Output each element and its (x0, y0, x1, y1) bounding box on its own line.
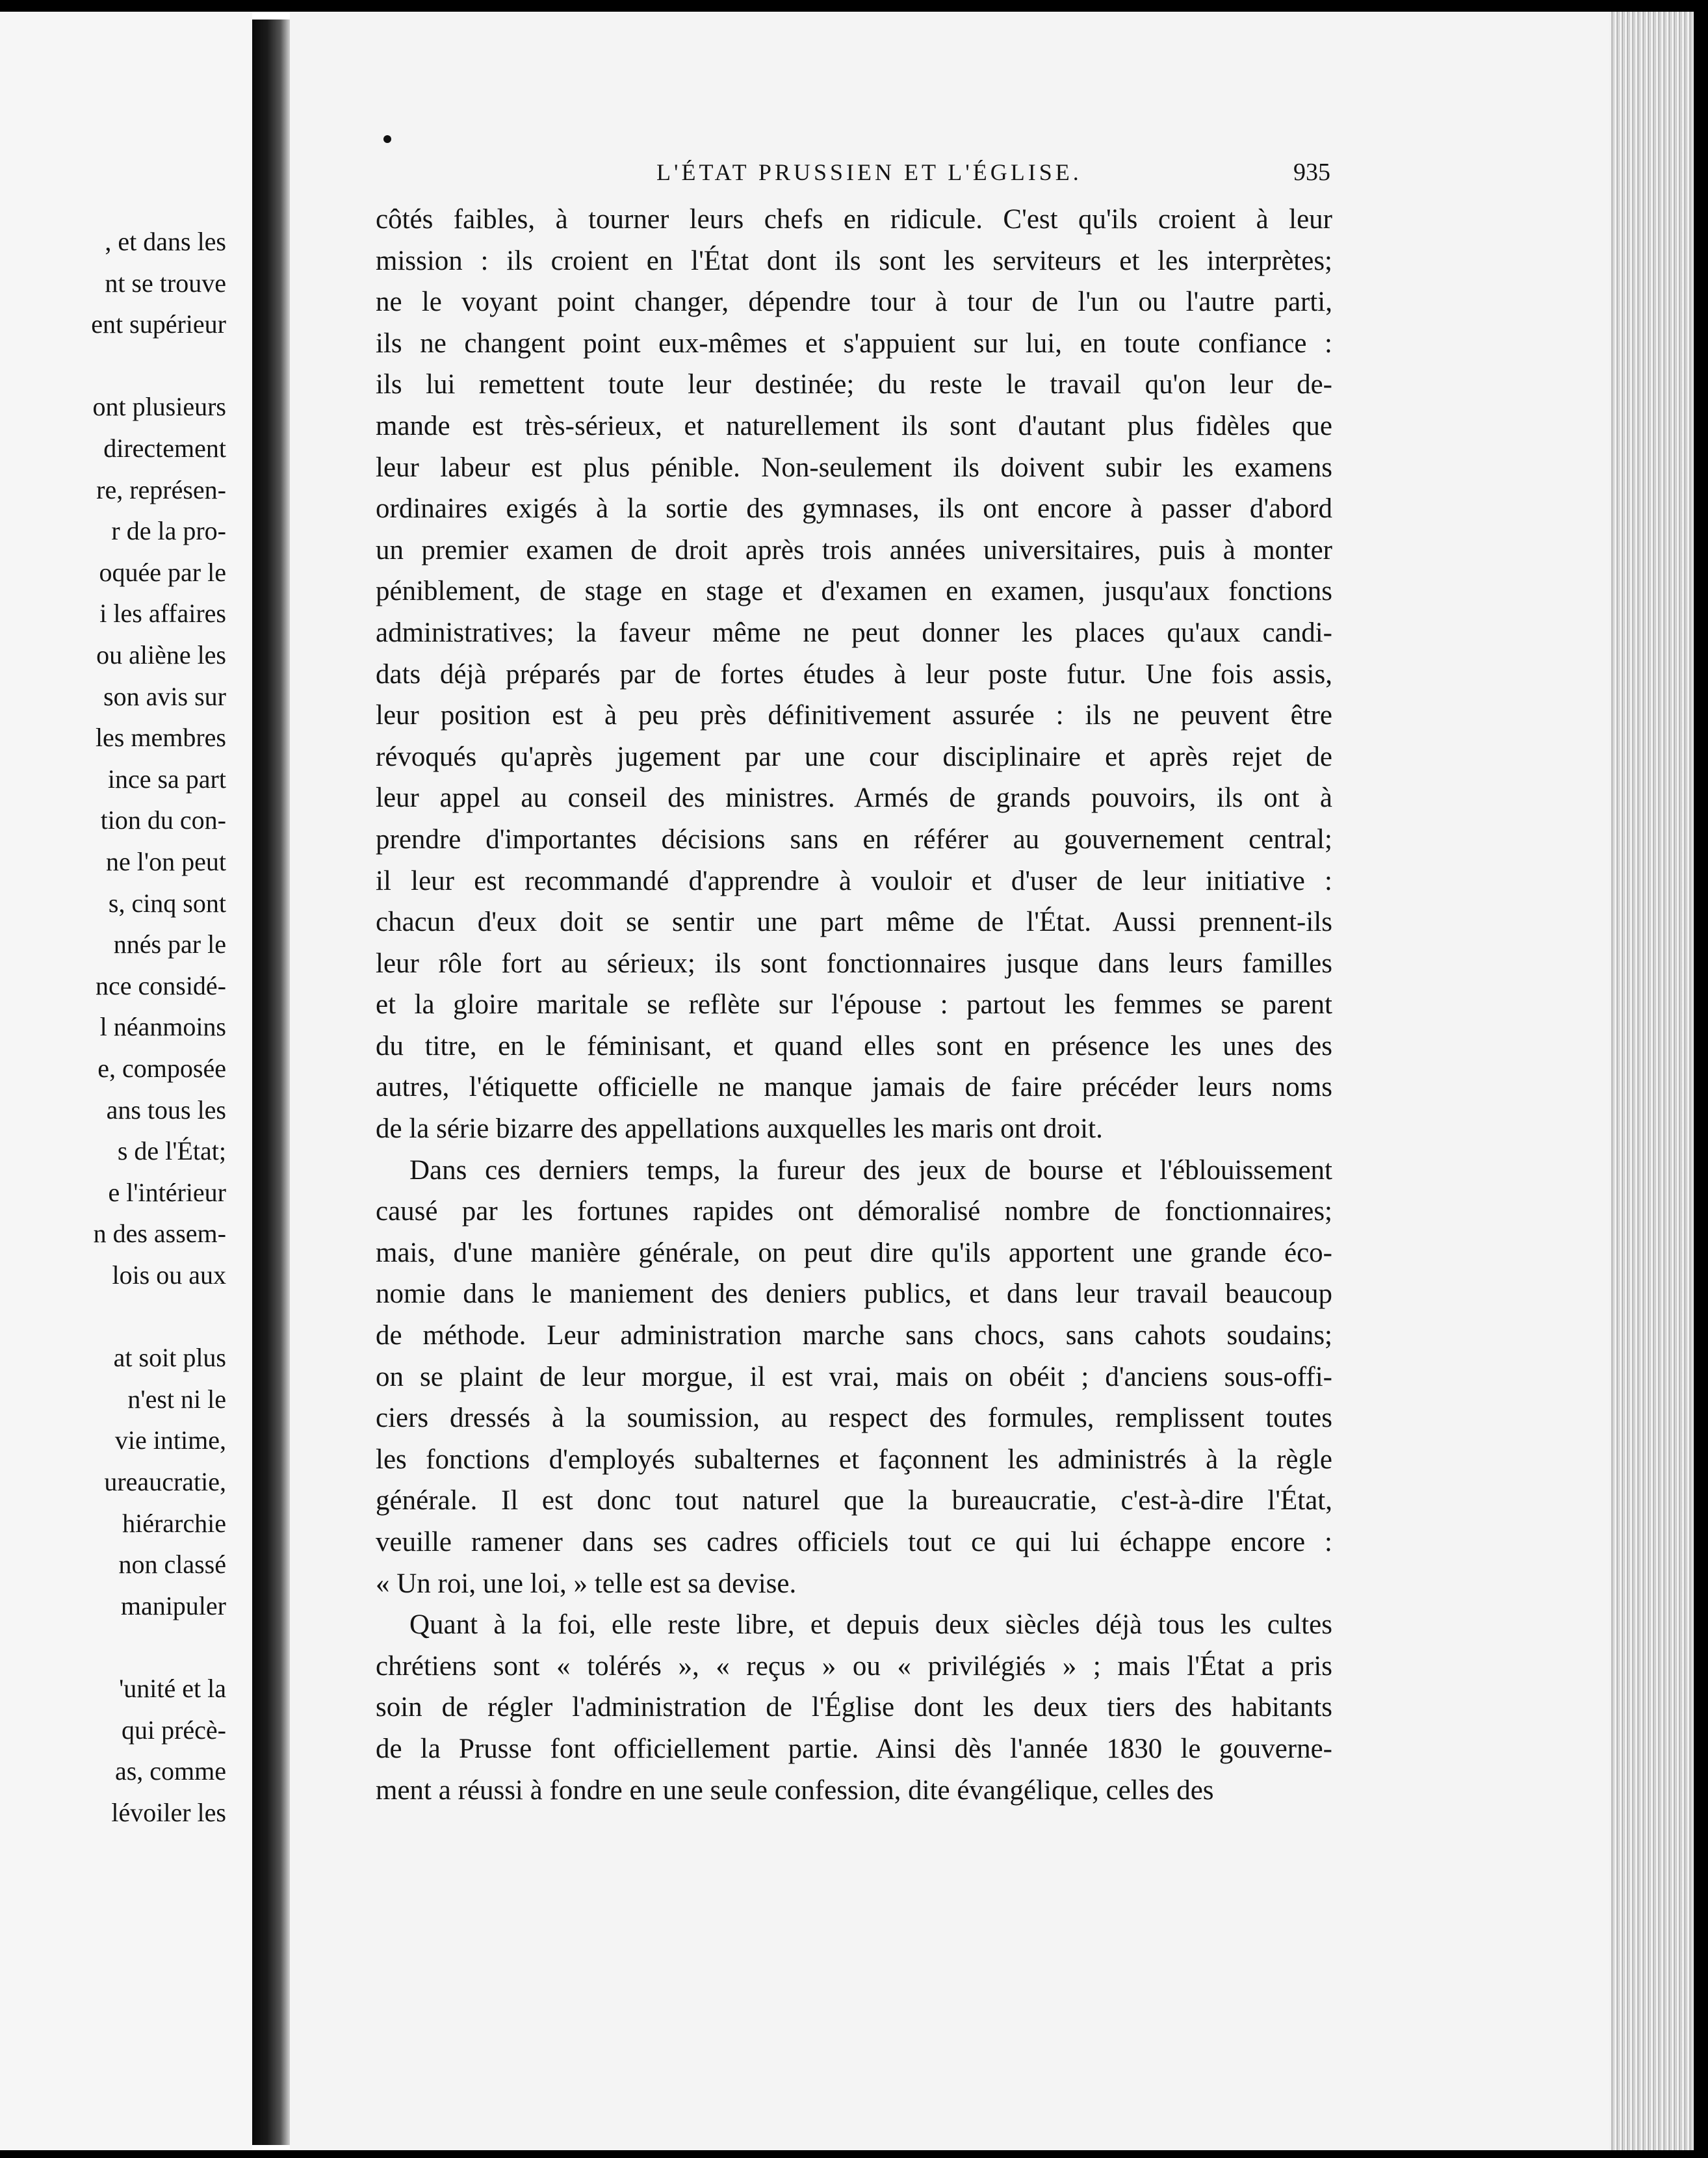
left-page-line: les membres (95, 723, 226, 753)
text-line: mission : ils croient en l'État dont ils sont les serviteurs et les interprètes; (376, 245, 1332, 276)
left-page-line: ureaucratie, (104, 1467, 226, 1496)
text-line: leur labeur est plus pénible. Non-seulement ils doivent subir les examens (376, 452, 1332, 483)
paragraph (376, 199, 1332, 1150)
text-line: côtés faibles, à tourner leurs chefs en ridicule. C'est qu'ils croient à leur (376, 204, 1332, 235)
text-line: de méthode. Leur administration marche sans chocs, sans cahots soudains; (376, 1320, 1332, 1351)
paragraph (376, 1150, 1332, 1605)
text-line: leur appel au conseil des ministres. Armés de grands pouvoirs, ils ont à (376, 783, 1332, 814)
left-page-line: , et dans les (105, 227, 226, 256)
text-line: les fonctions d'employés subalternes et façonnent les administrés à la règle (376, 1444, 1332, 1475)
left-page-line: directement (103, 434, 226, 463)
text-line: autres, l'étiquette officielle ne manque jamais de faire précéder leurs noms (376, 1072, 1332, 1103)
text-line: un premier examen de droit après trois années universitaires, puis à monter (376, 534, 1332, 566)
text-line: administratives; la faveur même ne peut donner les places qu'aux candi- (376, 617, 1332, 648)
text-line: nomie dans le maniement des deniers publics, et dans leur travail beaucoup (376, 1279, 1332, 1310)
left-page-line: hiérarchie (122, 1508, 226, 1538)
left-page-line: non classé (118, 1550, 226, 1580)
text-line: prendre d'importantes décisions sans en référer au gouvernement central; (376, 824, 1332, 855)
text-line: Dans ces derniers temps, la fureur des jeux de bourse et l'éblouissement (409, 1154, 1332, 1186)
left-page-line: e, composée (97, 1054, 226, 1083)
scan-border-top (0, 0, 1708, 12)
text-line: « Un roi, une loi, » telle est sa devise. (376, 1568, 797, 1599)
text-line: leur rôle fort au sérieux; ils sont fonctionnaires jusque dans leurs familles (376, 948, 1332, 979)
left-page-line: s, cinq sont (108, 888, 226, 918)
left-page (0, 12, 252, 2150)
text-line: leur position est à peu près définitivement assurée : ils ne peuvent être (376, 700, 1332, 731)
left-page-line: re, représen- (96, 474, 226, 504)
left-page-line: ou aliène les (96, 640, 226, 670)
left-page-line: l néanmoins (99, 1012, 226, 1042)
left-page-line: nt se trouve (105, 268, 226, 298)
scan-border-bottom (0, 2150, 1708, 2158)
left-page-line: oquée par le (99, 557, 226, 587)
text-line: ne le voyant point changer, dépendre tour à tour de l'un ou l'autre parti, (376, 287, 1332, 318)
text-line: et la gloire maritale se reflète sur l'épouse : partout les femmes se parent (376, 989, 1332, 1020)
ink-speck (383, 135, 391, 143)
text-line: ciers dressés à la soumission, au respect des formules, remplissent toutes (376, 1403, 1332, 1434)
text-line: chacun d'eux doit se sentir une part même de l'État. Aussi prennent-ils (376, 907, 1332, 938)
paragraph (376, 1604, 1332, 1811)
text-line: mais, d'une manière générale, on peut dire qu'ils apportent une grande éco- (376, 1237, 1332, 1268)
text-line: péniblement, de stage en stage et d'examen en examen, jusqu'aux fonctions (376, 576, 1332, 607)
page-number: 935 (1293, 159, 1330, 186)
left-page-line: ans tous les (106, 1095, 226, 1124)
left-page-line: son avis sur (103, 681, 226, 711)
text-line: ils lui remettent toute leur destinée; du reste le travail qu'on leur de- (376, 369, 1332, 400)
left-page-line: i les affaires (99, 599, 226, 629)
text-line: veuille ramener dans ses cadres officiels tout ce qui lui échappe encore : (376, 1527, 1332, 1557)
left-page-line: lois ou aux (112, 1260, 226, 1290)
left-page-line: tion du con- (100, 805, 226, 835)
text-line: ordinaires exigés à la sortie des gymnases, ils ont encore à passer d'abord (376, 493, 1332, 525)
left-page-line: n'est ni le (127, 1384, 226, 1414)
left-page-line: r de la pro- (111, 516, 226, 546)
left-page-line: lévoiler les (111, 1797, 226, 1827)
body-text (376, 199, 1332, 1811)
text-line: dats déjà préparés par de fortes études à leur poste futur. Une fois assis, (376, 658, 1332, 690)
left-page-line: manipuler (120, 1591, 226, 1620)
text-line: de la série bizarre des appellations auxquelles les maris ont droit. (376, 1113, 1103, 1145)
book-gutter (252, 20, 290, 2145)
text-line: chrétiens sont « tolérés », « reçus » ou « privilégiés » ; mais l'État a pris (376, 1650, 1332, 1682)
text-line: ment a réussi à fondre en une seule confession, dite évangélique, celles des (376, 1774, 1214, 1806)
text-line: du titre, en le féminisant, et quand elles sont en présence les unes des (376, 1030, 1332, 1061)
left-page-line: n des assem- (93, 1219, 226, 1249)
text-line: il leur est recommandé d'apprendre à vouloir et d'user de leur initiative : (376, 865, 1332, 896)
text-line: révoqués qu'après jugement par une cour disciplinaire et après rejet de (376, 741, 1332, 772)
scan-border-right (1694, 0, 1708, 2158)
text-line: causé par les fortunes rapides ont démoralisé nombre de fonctionnaires; (376, 1196, 1332, 1227)
left-page-line: as, comme (114, 1756, 226, 1786)
text-line: soin de régler l'administration de l'Église dont les deux tiers des habitants (376, 1692, 1332, 1723)
text-line: générale. Il est donc tout naturel que la bureaucratie, c'est-à-dire l'État, (376, 1485, 1332, 1516)
left-page-line: ince sa part (107, 764, 226, 794)
text-line: on se plaint de leur morgue, il est vrai, mais on obéit ; d'anciens sous-offi- (376, 1361, 1332, 1392)
left-page-line: nce considé- (95, 970, 226, 1000)
page-edges (1609, 12, 1694, 2150)
left-page-line: vie intime, (114, 1425, 226, 1455)
text-line: ils ne changent point eux-mêmes et s'appuient sur lui, en toute confiance : (376, 328, 1332, 359)
running-head: L'ÉTAT PRUSSIEN ET L'ÉGLISE. (656, 159, 1082, 185)
left-page-line: 'unité et la (119, 1674, 226, 1703)
left-page-line: nnés par le (113, 930, 226, 959)
left-page-line: s de l'État; (117, 1136, 226, 1166)
left-page-line: ne l'on peut (106, 847, 226, 876)
left-page-line: e l'intérieur (108, 1177, 226, 1207)
text-line: de la Prusse font officiellement partie. Ainsi dès l'année 1830 le gouverne- (376, 1733, 1332, 1764)
left-page-line: at soit plus (113, 1343, 226, 1373)
left-page-line: ont plusieurs (92, 392, 226, 422)
left-page-line: qui précè- (121, 1715, 226, 1745)
text-line: Quant à la foi, elle reste libre, et depuis deux siècles déjà tous les cultes (409, 1609, 1332, 1641)
left-page-line: ent supérieur (91, 309, 226, 339)
text-line: mande est très-sérieux, et naturellement ils sont d'autant plus fidèles que (376, 410, 1332, 441)
